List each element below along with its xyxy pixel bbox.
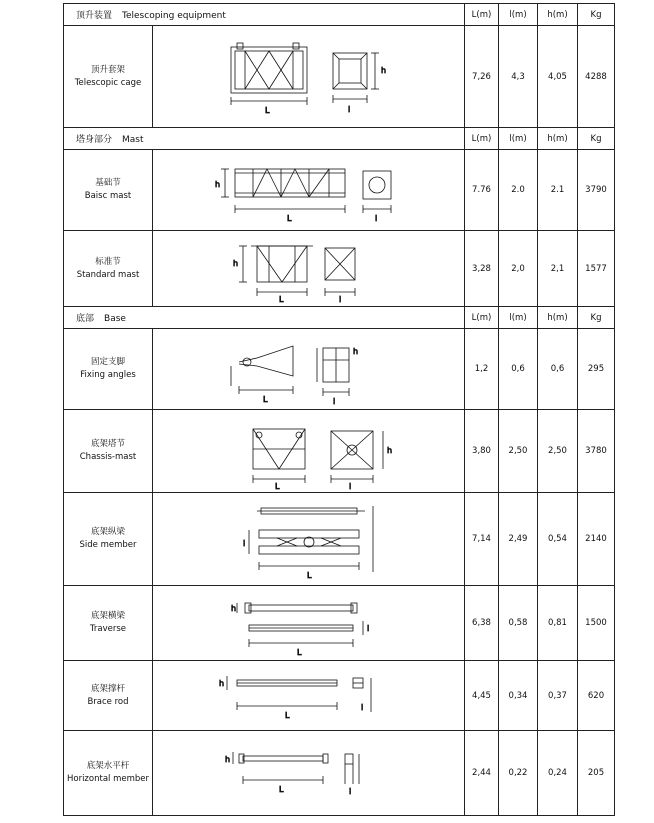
weight-value: 205 [578, 731, 615, 816]
col-weight-header: Kg [578, 128, 615, 150]
dim-length-label: L [279, 294, 284, 304]
length-value: 1,2 [465, 329, 499, 410]
col-weight-header: Kg [578, 4, 615, 26]
dim-length-label: L [265, 105, 270, 115]
dim-height-label: h [225, 755, 231, 764]
dim-width-label: l [333, 397, 336, 406]
drawing-side-member [153, 493, 465, 586]
length-value: 3,80 [465, 410, 499, 493]
drawing-brace-rod [153, 661, 465, 731]
component-name: 底架纵梁 Side member [64, 493, 153, 586]
width-value: 0,34 [499, 661, 538, 731]
drawing-standard-mast [153, 231, 465, 307]
table-row [64, 329, 615, 410]
col-height-header: h(m) [538, 307, 578, 329]
dim-height-label: h [219, 678, 225, 688]
dim-height-label: h [353, 347, 359, 356]
length-value: 7.76 [465, 150, 499, 231]
dim-height-label: h [215, 180, 221, 189]
dim-length-label: L [275, 482, 280, 491]
drawing-telescopic-cage [153, 26, 465, 128]
width-value: 0,22 [499, 731, 538, 816]
height-value: 0,24 [538, 731, 578, 816]
component-spec-table [63, 3, 615, 816]
col-weight-header: Kg [578, 307, 615, 329]
drawing-fixing-angles [153, 329, 465, 410]
horizontal-member-side-view [233, 752, 328, 784]
width-value: 0,6 [499, 329, 538, 410]
weight-value: 295 [578, 329, 615, 410]
section-title-cn: 顶升装置 [76, 11, 113, 21]
section-title-cn: 塔身部分 [76, 135, 113, 145]
side-member-top-view [257, 506, 373, 572]
length-value: 4,45 [465, 661, 499, 731]
length-value: 2,44 [465, 731, 499, 816]
weight-value: 4288 [578, 26, 615, 128]
basic-mast-side-view [221, 169, 345, 213]
height-value: 0,37 [538, 661, 578, 731]
dim-length-label: L [263, 395, 268, 404]
width-value: 2.0 [499, 150, 538, 231]
section-title-en: Mast [122, 135, 144, 145]
standard-mast-side-view [239, 246, 313, 296]
dim-length-label: L [285, 710, 290, 720]
component-name: 底架塔节 Chassis-mast [64, 410, 153, 493]
chassis-mast-front-view [331, 431, 383, 483]
height-value: 4,05 [538, 26, 578, 128]
length-value: 7,14 [465, 493, 499, 586]
table-row [64, 26, 615, 128]
table-row [64, 661, 615, 731]
side-member-side-view [249, 530, 359, 570]
col-width-header: l(m) [499, 4, 538, 26]
col-width-header: l(m) [499, 128, 538, 150]
dim-length-label: L [287, 214, 292, 223]
dim-width-label: l [349, 787, 352, 796]
section-header-mast [64, 128, 615, 150]
col-height-header: h(m) [538, 128, 578, 150]
dim-width-label: l [375, 214, 378, 223]
dim-width-label: l [367, 624, 370, 633]
col-length-header: L(m) [465, 4, 499, 26]
dim-height-label: h [233, 258, 239, 268]
weight-value: 3780 [578, 410, 615, 493]
height-value: 2.1 [538, 150, 578, 231]
fixing-angles-front-view [317, 348, 349, 396]
weight-value: 2140 [578, 493, 615, 586]
standard-mast-top-view [325, 248, 355, 296]
col-length-header: L(m) [465, 128, 499, 150]
component-name: 底架横梁 Traverse [64, 586, 153, 661]
traverse-side-view [237, 603, 363, 647]
table-row [64, 586, 615, 661]
dim-height-label: h [381, 65, 387, 75]
dim-width-label: l [243, 539, 246, 548]
length-value: 3,28 [465, 231, 499, 307]
dim-width-label: l [348, 104, 351, 114]
col-length-header: L(m) [465, 307, 499, 329]
dim-length-label: L [279, 785, 284, 794]
section-title-cn: 底部 [76, 314, 95, 324]
weight-value: 1577 [578, 231, 615, 307]
component-name: 固定支脚 Fixing angles [64, 329, 153, 410]
width-value: 2,50 [499, 410, 538, 493]
table-row [64, 150, 615, 231]
drawing-chassis-mast [153, 410, 465, 493]
horizontal-member-end-view [345, 754, 359, 784]
dim-width-label: l [361, 702, 364, 712]
weight-value: 1500 [578, 586, 615, 661]
component-name: 顶升套架 Telescopic cage [64, 26, 153, 128]
height-value: 2,1 [538, 231, 578, 307]
dim-height-label: h [231, 604, 237, 613]
section-title [64, 307, 465, 329]
component-name: 标准节 Standard mast [64, 231, 153, 307]
section-title-en: Telescoping equipment [122, 11, 226, 21]
drawing-traverse [153, 586, 465, 661]
height-value: 0,6 [538, 329, 578, 410]
dim-height-label: h [387, 446, 393, 455]
telescopic-cage-side-view [231, 43, 307, 105]
height-value: 2,50 [538, 410, 578, 493]
width-value: 4,3 [499, 26, 538, 128]
telescopic-cage-top-view [333, 53, 379, 103]
section-title [64, 128, 465, 150]
fixing-angles-side-view [231, 346, 293, 394]
section-header-telescoping [64, 4, 615, 26]
section-header-base [64, 307, 615, 329]
width-value: 2,49 [499, 493, 538, 586]
table-row [64, 231, 615, 307]
section-title [64, 4, 465, 26]
drawing-horizontal-member [153, 731, 465, 816]
table-row [64, 731, 615, 816]
component-name: 底架水平杆 Horizontal member [64, 731, 153, 816]
dim-length-label: L [307, 571, 312, 580]
dim-width-label: l [349, 482, 352, 491]
col-width-header: l(m) [499, 307, 538, 329]
basic-mast-top-view [363, 171, 391, 213]
drawing-basic-mast [153, 150, 465, 231]
col-height-header: h(m) [538, 4, 578, 26]
table-row [64, 410, 615, 493]
weight-value: 3790 [578, 150, 615, 231]
table-row [64, 493, 615, 586]
length-value: 6,38 [465, 586, 499, 661]
brace-rod-side-view [227, 676, 337, 710]
length-value: 7,26 [465, 26, 499, 128]
height-value: 0,54 [538, 493, 578, 586]
width-value: 2,0 [499, 231, 538, 307]
dim-width-label: l [339, 294, 342, 304]
dim-length-label: L [297, 648, 302, 657]
height-value: 0,81 [538, 586, 578, 661]
section-title-en: Base [104, 314, 126, 324]
component-name: 基础节 Baisc mast [64, 150, 153, 231]
component-name: 底架撑杆 Brace rod [64, 661, 153, 731]
width-value: 0,58 [499, 586, 538, 661]
weight-value: 620 [578, 661, 615, 731]
chassis-mast-side-view [253, 429, 305, 483]
